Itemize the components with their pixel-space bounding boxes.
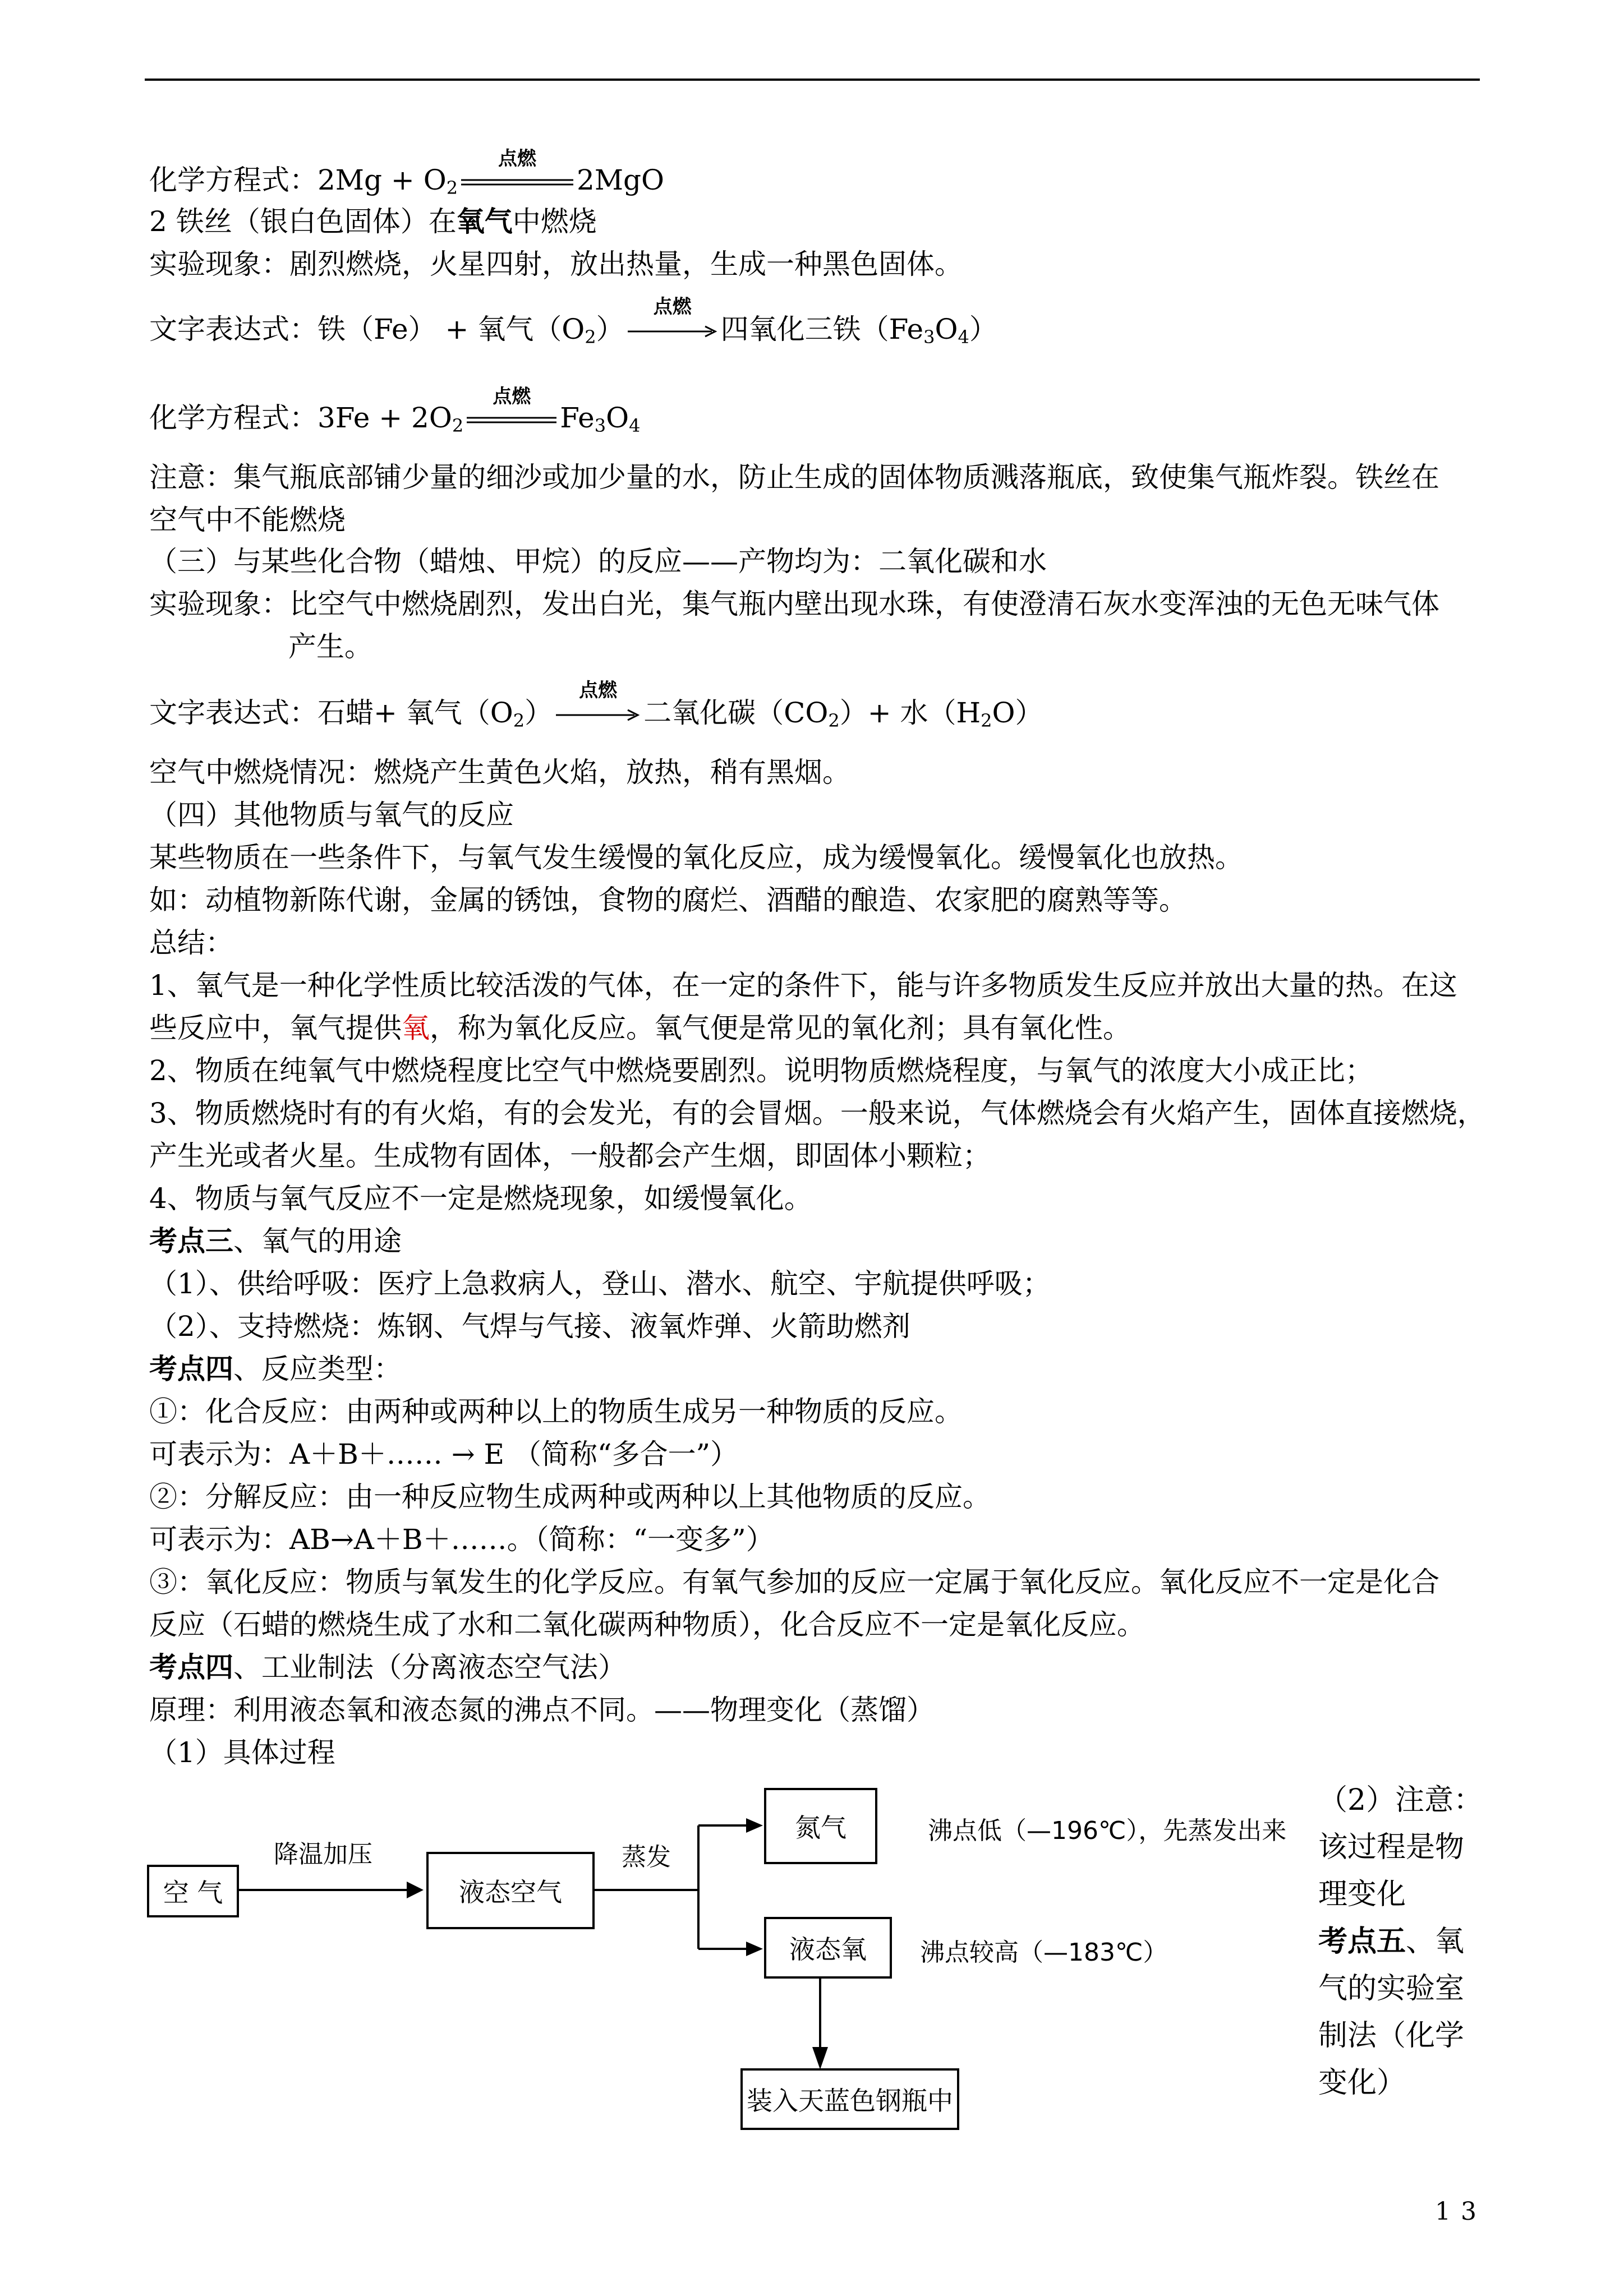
summary-3-line-1: 3、物质燃烧时有的有火焰，有的会发光，有的会冒烟。一般来说，气体燃烧会有火焰产生，固体直接燃烧， [149, 1097, 1485, 1129]
steel-cylinder-box: 装入天蓝色钢瓶中 [740, 2068, 959, 2130]
key-point-4-heading: 考点四、反应类型： [149, 1352, 402, 1385]
summary-3-line-2: 产生光或者火星。生成物有固体，一般都会产生烟，即固体小颗粒； [149, 1140, 991, 1172]
nitrogen-boiling-note: 沸点低（—196℃），先蒸发出来 [928, 1816, 1287, 1845]
nitrogen-box: 氮气 [764, 1788, 877, 1864]
phenomenon-3-line-1: 实验现象：比空气中燃烧剧烈，发出白光，集气瓶内壁出现水珠，有使澄清石灰水变浑浊的无色无味气体 [149, 588, 1439, 620]
note-line-1: 注意：集气瓶底部铺少量的细沙或加少量的水，防止生成的固体物质溅落瓶底，致使集气瓶炸裂。铁丝在 [149, 461, 1439, 494]
slow-oxidation-line-1: 某些物质在一些条件下，与氧气发生缓慢的氧化反应，成为缓慢氧化。缓慢氧化也放热。 [149, 841, 1243, 874]
side-note-1: （2）注意： [1318, 1783, 1483, 1817]
air-box: 空 气 [147, 1865, 239, 1917]
reaction-type-1: ①：化合反应：由两种或两种以上的物质生成另一种物质的反应。 [149, 1395, 963, 1428]
use-2: （2）、支持燃烧：炼钢、气焊与气接、液氧炸弹、火箭助燃剂 [149, 1310, 910, 1343]
use-1: （1）、供给呼吸：医疗上急救病人，登山、潜水、航空、宇航提供呼吸； [149, 1267, 1051, 1300]
reaction-condition-arrow: 点燃 [628, 325, 717, 338]
liquid-oxygen-box: 液态氧 [764, 1917, 892, 1979]
reaction-type-3-line-1: ③：氧化反应：物质与氧发生的化学反应。有氧气参加的反应一定属于氧化反应。氧化反应不一定是化合 [149, 1566, 1439, 1598]
summary-4: 4、物质与氧气反应不一定是燃烧现象，如缓慢氧化。 [149, 1182, 812, 1215]
fe-word-equation: 文字表达式：铁（Fe） + 氧气$(O_2)$ 点燃 四氧化三铁$(Fe_3O_4)$ [149, 296, 997, 348]
key-point-3-heading: 考点三、氧气的用途 [149, 1224, 402, 1257]
page-number: 13 [1435, 2197, 1487, 2226]
fe-equation: 化学方程式：$3Fe + 2O_2$ 点燃 $Fe_3O_4$ [149, 385, 641, 436]
section-3-heading: （三）与某些化合物（蜡烛、甲烷）的反应——产物均为：二氧化碳和水 [149, 545, 1047, 578]
reaction-type-1-formula: 可表示为：A＋B＋…… → E （简称“多合一”） [149, 1438, 739, 1470]
key-point-5-heading: 考点五、氧 [1318, 1924, 1465, 1958]
liquid-air-box: 液态空气 [426, 1852, 595, 1929]
reaction-condition-arrow: 点燃 [556, 708, 640, 722]
slow-oxidation-line-2: 如：动植物新陈代谢，金属的锈蚀，食物的腐烂、酒醋的酿造、农家肥的腐熟等等。 [149, 884, 1187, 916]
evaporate-label: 蒸发 [622, 1843, 671, 1871]
reaction-condition-arrow: 点燃 [493, 385, 531, 408]
mg-equation: 化学方程式：$2Mg + O_2$ 点燃 2MgO [149, 147, 665, 199]
process-heading: （1）具体过程 [149, 1736, 335, 1769]
section-4-heading: （四）其他物质与氧气的反应 [149, 799, 514, 831]
summary-2: 2、物质在纯氧气中燃烧程度比空气中燃烧要剧烈。说明物质燃烧程度，与氧气的浓度大小成正比； [149, 1054, 1373, 1087]
reaction-condition-arrow: 点燃 [498, 147, 537, 170]
summary-1-line-2: 些反应中，氧气提供氧，称为氧化反应。氧气便是常见的氧化剂；具有氧化性。 [149, 1012, 1131, 1044]
reaction-type-2-formula: 可表示为：AB→A＋B＋……。（简称：“一变多”） [149, 1523, 774, 1556]
oxygen-boiling-note: 沸点较高（—183℃） [920, 1938, 1168, 1967]
air-burn-line: 空气中燃烧情况：燃烧产生黄色火焰，放热，稍有黑烟。 [149, 756, 850, 789]
side-note-3: 理变化 [1318, 1878, 1406, 1911]
note-line-2: 空气中不能燃烧 [149, 504, 346, 536]
reaction-type-2: ②：分解反应：由一种反应物生成两种或两种以上其他物质的反应。 [149, 1481, 991, 1513]
side-note-5: 气的实验室 [1318, 1972, 1465, 2005]
key-point-4b-heading: 考点四、工业制法（分离液态空气法） [149, 1650, 626, 1684]
side-note-7: 变化） [1318, 2066, 1406, 2100]
fe-title: 2 铁丝（银白色固体）在氧气中燃烧 [149, 205, 597, 238]
principle-line: 原理：利用液态氧和液态氮的沸点不同。——物理变化（蒸馏） [149, 1694, 935, 1726]
fe-phenomenon: 实验现象：剧烈燃烧，火星四射，放出热量，生成一种黑色固体。 [149, 248, 963, 280]
side-note-2: 该过程是物 [1318, 1831, 1465, 1864]
cool-compress-label: 降温加压 [274, 1840, 372, 1869]
summary-heading: 总结： [149, 926, 233, 959]
reaction-type-3-line-2: 反应（石蜡的燃烧生成了水和二氧化碳两种物质），化合反应不一定是氧化反应。 [149, 1608, 1145, 1641]
side-note-6: 制法（化学 [1318, 2019, 1465, 2053]
phenomenon-3-line-2: 产生。 [288, 630, 372, 663]
wax-word-equation: 文字表达式：石蜡+ 氧气$(O_2)$ 点燃 二氧化碳$(CO_2)+$ 水$(H_2O)$ [149, 679, 1043, 731]
summary-1-line-1: 1、氧气是一种化学性质比较活泼的气体，在一定的条件下，能与许多物质发生反应并放出大量的热。在这 [149, 969, 1457, 1002]
